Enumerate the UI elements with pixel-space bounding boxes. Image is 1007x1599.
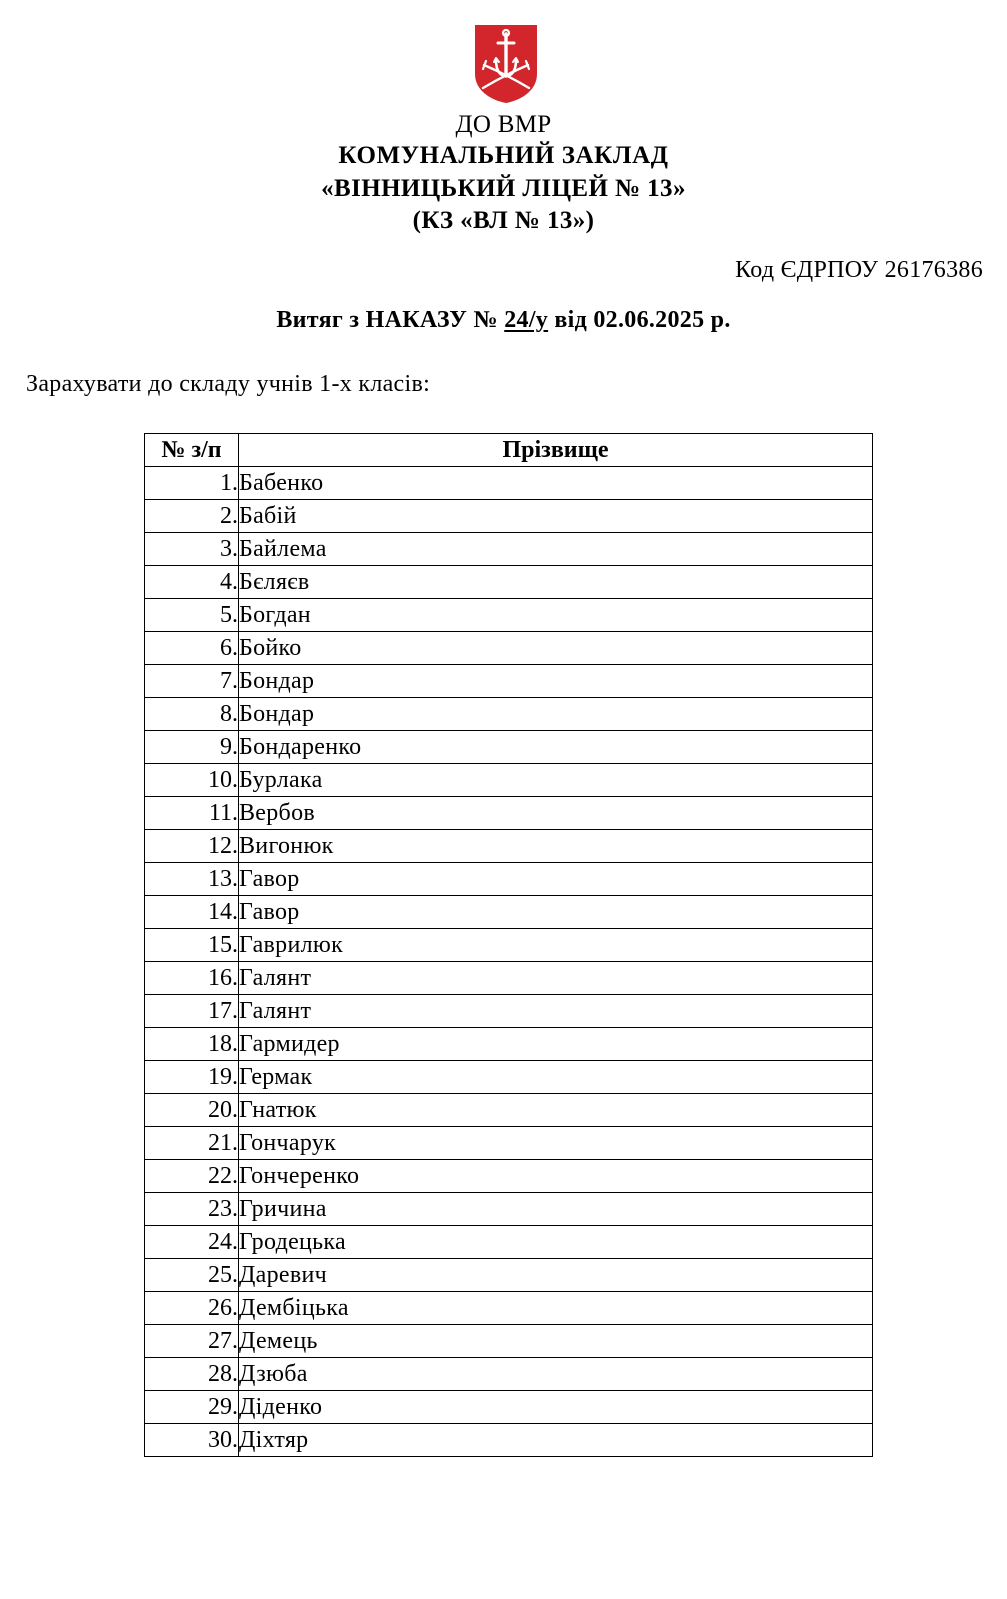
table-row [145, 1292, 873, 1325]
row-number: 15. [145, 929, 239, 962]
table-row [145, 1028, 873, 1061]
row-number: 20. [145, 1094, 239, 1127]
column-header-number: № з/п [145, 434, 239, 467]
table-row [145, 1094, 873, 1127]
student-surname: Галянт [239, 995, 873, 1028]
student-surname: Гончарук [239, 1127, 873, 1160]
student-surname: Вигонюк [239, 830, 873, 863]
student-surname: Дзюба [239, 1358, 873, 1391]
student-surname: Гавор [239, 863, 873, 896]
row-number: 9. [145, 731, 239, 764]
org-short-name: ДО ВМР [455, 111, 552, 138]
row-number: 26. [145, 1292, 239, 1325]
row-number: 8. [145, 698, 239, 731]
order-number: 24/у [504, 307, 549, 333]
table-row [145, 962, 873, 995]
students-table [144, 433, 873, 1457]
row-number: 14. [145, 896, 239, 929]
student-surname: Дембіцька [239, 1292, 873, 1325]
row-number: 4. [145, 566, 239, 599]
row-number: 29. [145, 1391, 239, 1424]
student-surname: Гармидер [239, 1028, 873, 1061]
student-surname: Бондар [239, 665, 873, 698]
student-surname: Гнатюк [239, 1094, 873, 1127]
student-surname: Бєляєв [239, 566, 873, 599]
row-number: 12. [145, 830, 239, 863]
row-number: 3. [145, 533, 239, 566]
student-surname: Богдан [239, 599, 873, 632]
row-number: 1. [145, 467, 239, 500]
edrpou-code: Код ЄДРПОУ 26176386 [735, 257, 983, 283]
table-row [145, 731, 873, 764]
table-header-row [145, 434, 873, 467]
table-row [145, 1358, 873, 1391]
row-number: 22. [145, 1160, 239, 1193]
row-number: 23. [145, 1193, 239, 1226]
org-abbreviation: (КЗ «ВЛ № 13») [412, 207, 595, 234]
row-number: 13. [145, 863, 239, 896]
table-row [145, 1391, 873, 1424]
row-number: 24. [145, 1226, 239, 1259]
table-row [145, 1127, 873, 1160]
student-surname: Байлема [239, 533, 873, 566]
student-surname: Гавор [239, 896, 873, 929]
table-row [145, 1160, 873, 1193]
order-title [0, 307, 1007, 334]
row-number: 11. [145, 797, 239, 830]
student-surname: Бабій [239, 500, 873, 533]
student-surname: Галянт [239, 962, 873, 995]
table-row [145, 500, 873, 533]
table-row [145, 1193, 873, 1226]
student-surname: Діденко [239, 1391, 873, 1424]
student-surname: Діхтяр [239, 1424, 873, 1457]
org-name: КОМУНАЛЬНИЙ ЗАКЛАД [338, 142, 669, 169]
table-row [145, 764, 873, 797]
table-row [145, 698, 873, 731]
student-surname: Демець [239, 1325, 873, 1358]
table-row [145, 599, 873, 632]
table-row [145, 863, 873, 896]
table-row [145, 797, 873, 830]
student-surname: Гаврилюк [239, 929, 873, 962]
table-row [145, 1424, 873, 1457]
student-surname: Бондаренко [239, 731, 873, 764]
table-row [145, 896, 873, 929]
table-row [145, 830, 873, 863]
student-surname: Вербов [239, 797, 873, 830]
order-title-suffix: від 02.06.2025 р. [548, 307, 731, 333]
student-surname: Гермак [239, 1061, 873, 1094]
row-number: 19. [145, 1061, 239, 1094]
row-number: 18. [145, 1028, 239, 1061]
student-surname: Гричина [239, 1193, 873, 1226]
table-row [145, 566, 873, 599]
student-surname: Гродецька [239, 1226, 873, 1259]
row-number: 10. [145, 764, 239, 797]
coat-of-arms-icon [474, 24, 538, 104]
row-number: 27. [145, 1325, 239, 1358]
student-surname: Бондар [239, 698, 873, 731]
table-row [145, 1226, 873, 1259]
student-surname: Бабенко [239, 467, 873, 500]
student-surname: Гончеренко [239, 1160, 873, 1193]
row-number: 6. [145, 632, 239, 665]
row-number: 30. [145, 1424, 239, 1457]
table-row [145, 467, 873, 500]
table-row [145, 665, 873, 698]
intro-text: Зарахувати до складу учнів 1-х класів: [26, 371, 431, 397]
row-number: 25. [145, 1259, 239, 1292]
table-row [145, 929, 873, 962]
column-header-surname: Прізвище [239, 434, 873, 467]
students-table-body [145, 467, 873, 1457]
table-row [145, 1259, 873, 1292]
table-row [145, 1325, 873, 1358]
table-row [145, 995, 873, 1028]
row-number: 2. [145, 500, 239, 533]
row-number: 16. [145, 962, 239, 995]
org-subname: «ВІННИЦЬКИЙ ЛІЦЕЙ № 13» [321, 175, 686, 202]
row-number: 17. [145, 995, 239, 1028]
student-surname: Даревич [239, 1259, 873, 1292]
row-number: 21. [145, 1127, 239, 1160]
student-surname: Бурлака [239, 764, 873, 797]
order-title-prefix: Витяг з НАКАЗУ № [276, 307, 505, 333]
row-number: 5. [145, 599, 239, 632]
table-row [145, 632, 873, 665]
table-row [145, 533, 873, 566]
table-row [145, 1061, 873, 1094]
row-number: 7. [145, 665, 239, 698]
row-number: 28. [145, 1358, 239, 1391]
student-surname: Бойко [239, 632, 873, 665]
